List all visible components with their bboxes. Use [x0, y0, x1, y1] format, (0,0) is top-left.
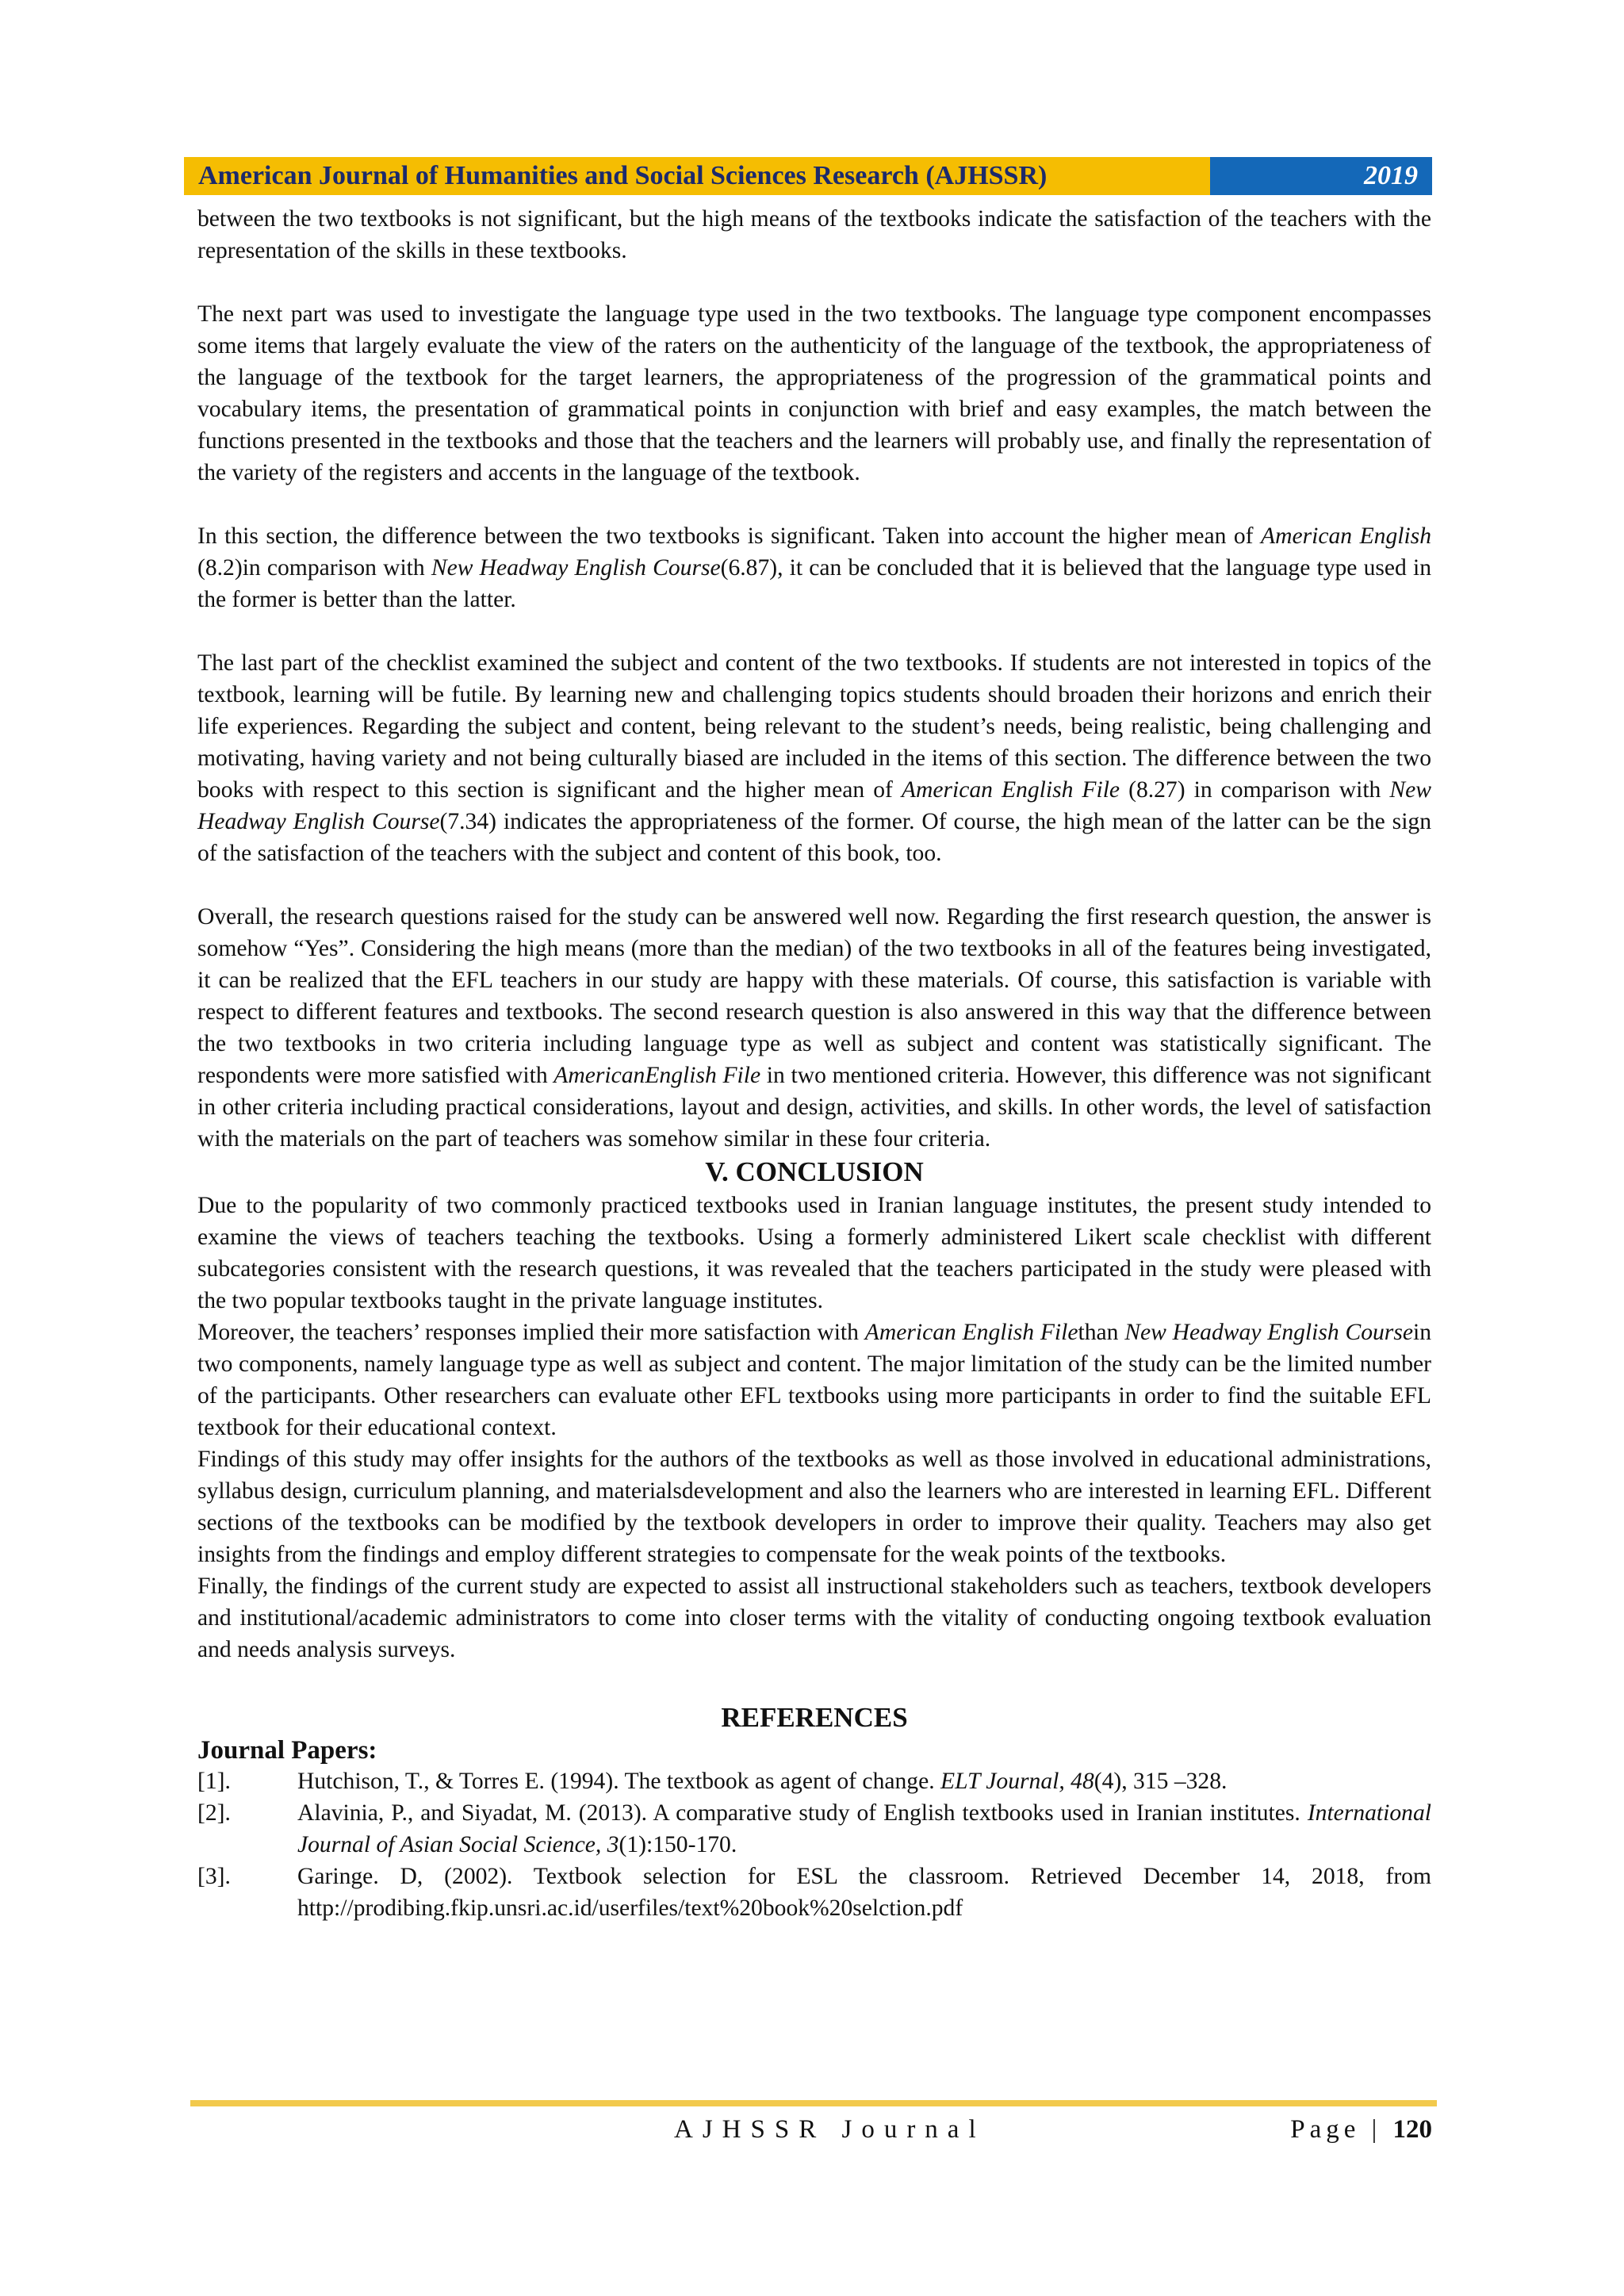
journal-header — [184, 157, 1432, 195]
footer-divider — [190, 2100, 1437, 2106]
reference-item — [197, 1861, 1431, 1924]
journal-title: American Journal of Humanities and Social Sciences Research (AJHSSR) — [184, 157, 1210, 195]
book-title: American English File — [864, 1320, 1078, 1345]
conclusion-paragraph-4: Finally, the findings of the current study are expected to assist all instructional stakeholders such as teachers, textbook developers and institutional/academic administrators to come into closer terms with the vitality of conducting ongoing textbook evaluation and needs analysis surveys. — [197, 1573, 1431, 1662]
footer-journal-name: AJHSSR Journal — [674, 2115, 986, 2144]
reference-item — [197, 1765, 1431, 1797]
reference-number: [2]. — [197, 1800, 231, 1826]
paragraph-overall: Overall, the research questions raised for the study can be answered well now. Regarding the first research question, the answer is somehow “Yes”. Considering the high means (more than the median) of the two textbooks in all of the features being investigated, it can be realized that the EFL teachers in our study are happy with these materials. Of course, this satisfaction is variable with respect to different features and textbooks. The second research question is also answered in this way that the difference between the two textbooks in two criteria including language type as well as subject and content was statistically significant. The respondents were more satisfied with AmericanEnglish File in two mentioned criteria. However, this difference was not significant in other criteria including practical considerations, layout and design, activities, and skills. In other words, the level of satisfaction with the materials on the part of teachers was somehow similar in these four criteria. — [197, 904, 1431, 1152]
references-heading: REFERENCES — [721, 1702, 908, 1733]
reference-text: Alavinia, P., and Siyadat, M. (2013). A comparative study of English textbooks used in Iranian institutes. International Journal of Asian Social Science, 3(1):150-170. — [297, 1800, 1431, 1857]
page-footer — [190, 2114, 1432, 2145]
paragraph-language-type-results: In this section, the difference between the two textbooks is significant. Taken into account the higher mean of American English (8.2)in comparison with New Headway English Course(6.87), it can be concluded that it is believed that the language type used in the former is better than the latter. — [197, 523, 1432, 612]
book-title: American English — [1261, 523, 1431, 549]
journal-year: 2019 — [1210, 157, 1432, 195]
conclusion-paragraph-2: Moreover, the teachers’ responses implied their more satisfaction with American English Filethan New Headway English Coursein two components, namely language type as well as subject and content. The major limitation of the study can be the limited number of the participants. Other researchers can evaluate other EFL textbooks using more participants in order to find the suitable EFL textbook for their educational context. — [197, 1320, 1432, 1440]
book-title: New Headway English Course — [431, 555, 721, 581]
conclusion-heading: V. CONCLUSION — [705, 1156, 924, 1187]
book-title: New Headway English Course — [1124, 1320, 1413, 1345]
footer-page-number: Page | 120 — [1290, 2115, 1432, 2144]
paragraph-language-type: The next part was used to investigate the language type used in the two textbooks. The language type component encompasses some items that largely evaluate the view of the raters on the authenticity of the language of the textbook, the appropriateness of the language of the textbook for the target learners, the appropriateness of the progression of the grammatical points and vocabulary items, the presentation of grammatical points in conjunction with brief and easy examples, the match between the functions presented in the textbooks and those that the teachers and the learners will probably use, and finally the representation of the variety of the registers and accents in the language of the textbook. — [197, 301, 1431, 485]
reference-text: Hutchison, T., & Torres E. (1994). The textbook as agent of change. ELT Journal, 48(4), 315 –328. — [297, 1769, 1228, 1794]
book-title: New Headway English Course — [197, 777, 1431, 834]
reference-number: [3]. — [197, 1864, 231, 1889]
book-title: AmericanEnglish File — [553, 1063, 761, 1088]
paragraph-subject-content: The last part of the checklist examined the subject and content of the two textbooks. If students are not interested in topics of the textbook, learning will be futile. By learning new and challenging topics students should broaden their horizons and enrich their life experiences. Regarding the subject and content, being relevant to the student’s needs, being realistic, being challenging and motivating, having variety and not being culturally biased are included in the items of this section. The difference between the two books with respect to this section is significant and the higher mean of American English File (8.27) in comparison with New Headway English Course(7.34) indicates the appropriateness of the former. Of course, the high mean of the latter can be the sign of the satisfaction of the teachers with the subject and content of this book, too. — [197, 650, 1432, 866]
reference-list — [197, 1765, 1431, 1924]
reference-text: Garinge. D, (2002). Textbook selection for ESL the classroom. Retrieved December 14, 2018, from http://prodibing.fkip.unsri.ac.id/userfiles/text%20book%20selction.pdf — [297, 1864, 1431, 1921]
conclusion-paragraph-1: Due to the popularity of two commonly practiced textbooks used in Iranian language institutes, the present study intended to examine the views of teachers teaching the textbooks. Using a formerly administered Likert scale checklist with different subcategories consistent with the research questions, it was revealed that the teachers participated in the study were pleased with the two popular textbooks taught in the private language institutes. — [197, 1193, 1431, 1313]
references-subheading: Journal Papers: — [197, 1736, 377, 1765]
page-content — [197, 203, 1431, 1924]
paragraph-skills-continued: between the two textbooks is not significant, but the high means of the textbooks indicate the satisfaction of the teachers with the representation of the skills in these textbooks. — [197, 206, 1431, 263]
book-title: American English File — [901, 777, 1120, 803]
reference-number: [1]. — [197, 1769, 231, 1794]
reference-item — [197, 1797, 1431, 1861]
conclusion-paragraph-3: Findings of this study may offer insights for the authors of the textbooks as well as those involved in educational administrations, syllabus design, curriculum planning, and materialsdevelopment and also the learners who are interested in learning EFL. Different sections of the textbooks can be modified by the textbook developers in order to improve their quality. Teachers may also get insights from the findings and employ different strategies to compensate for the weak points of the textbooks. — [197, 1447, 1431, 1567]
